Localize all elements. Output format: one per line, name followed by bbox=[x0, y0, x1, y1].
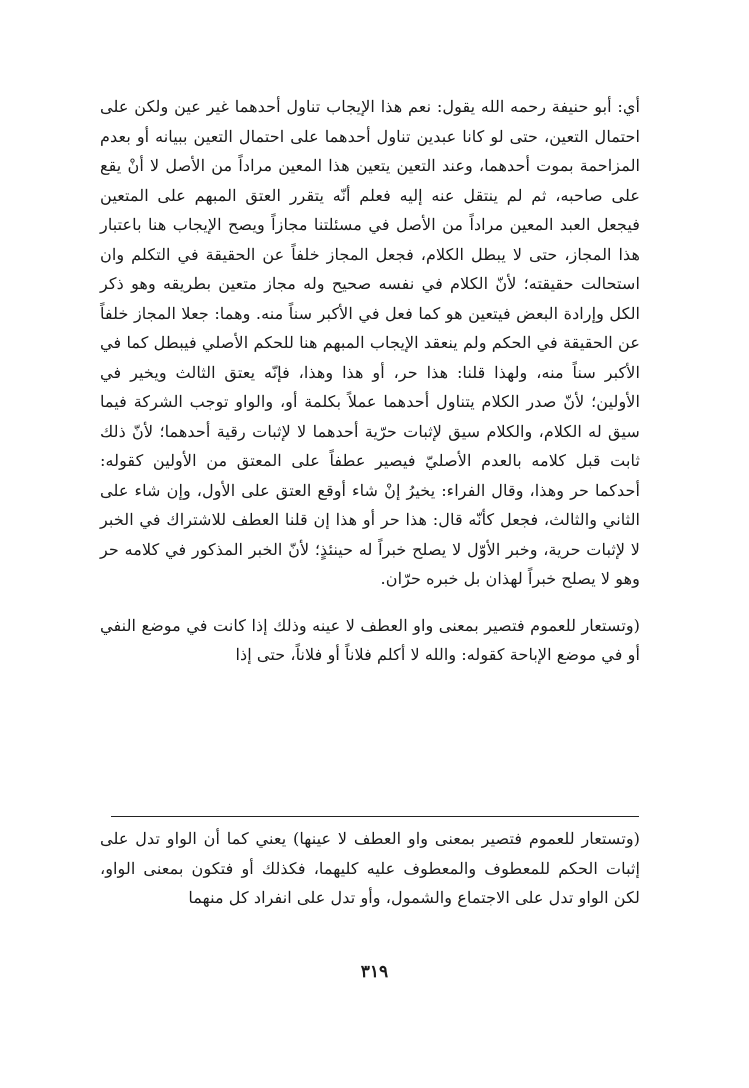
footnote-divider bbox=[111, 816, 639, 817]
page-number: ٣١٩ bbox=[360, 962, 389, 982]
footnote-block bbox=[100, 824, 640, 913]
main-paragraph-1: أي: أبو حنيفة رحمه الله يقول: نعم هذا الإيجاب تناول أحدهما غير عين ولكن على احتمال التعين، حتى لو كانا عبدين تناول أحدهما على احتمال التعين ببيانه أو بعدم المزاحمة بموت أحدهما، وعند التعين يتعين هذا المعين مراداً من الأصل لا أنْ يقع على صاحبه، ثم لم ينتقل عنه إليه فعلم أنّه يتقرر العتق المبهم على المتعين فيجعل العبد المعين مراداً من الأصل في مسئلتنا مجازاً ويصح الإيجاب هنا باعتبار هذا المجاز، حتى لا يبطل الكلام، فجعل المجاز خلفاً عن الحقيقة في التكلم وان استحالت حقيقته؛ لأنّ الكلام في نفسه صحيح وله مجاز متعين بطريقه وهو ذكر الكل وإرادة البعض فيتعين هو كما فعل في الأكبر سناً منه. وهما: جعلا المجاز خلفاً عن الحقيقة في الحكم ولم ينعقد الإيجاب المبهم هنا للحكم الأصلي فيبطل كما في الأكبر سناً منه، ولهذا قلنا: هذا حر، أو هذا وهذا، فإنّه يعتق الثالث ويخير في الأولين؛ لأنّ صدر الكلام يتناول أحدهما عملاً بكلمة أو، والواو توجب الشركة فيما سيق له الكلام، والكلام سيق لإثبات حرّية أحدهما لا لإثبات رقية أحدهما؛ لأنّ ذلك ثابت قبل كلامه بالعدم الأصليّ فيصير عطفاً على المعتق من الأولين كقوله: أحدكما حر وهذا، وقال الفراء: يخيرُ إنْ شاء أوقع العتق على الأول، وإن شاء على الثاني والثالث، فجعل كأنّه قال: هذا حر أو هذا إن قلنا العطف للاشتراك في الخبر لا لإثبات حرية، وخبر الأوّل لا يصلح خبراً له حينئذٍ؛ لأنّ الخبر المذكور في كلامه حر وهو لا يصلح خبراً لهذان بل خبره حرّان. bbox=[100, 97, 640, 588]
main-paragraph-2: (وتستعار للعموم فتصير بمعنى واو العطف لا عينه وذلك إذا كانت في موضع النفي أو في موضع الإباحة كقوله: والله لا أكلم فلاناً أو فلاناً، حتى إذا bbox=[100, 615, 640, 664]
footnote-text: (وتستعار للعموم فتصير بمعنى واو العطف لا عينها) يعني كما أن الواو تدل على إثبات الحكم للمعطوف والمعطوف عليه كليهما، فكذلك أو فتكون بمعنى الواو، لكن الواو تدل على الاجتماع والشمول، وأو تدل على انفراد كل منهما bbox=[100, 829, 640, 907]
main-text-block bbox=[100, 92, 640, 670]
